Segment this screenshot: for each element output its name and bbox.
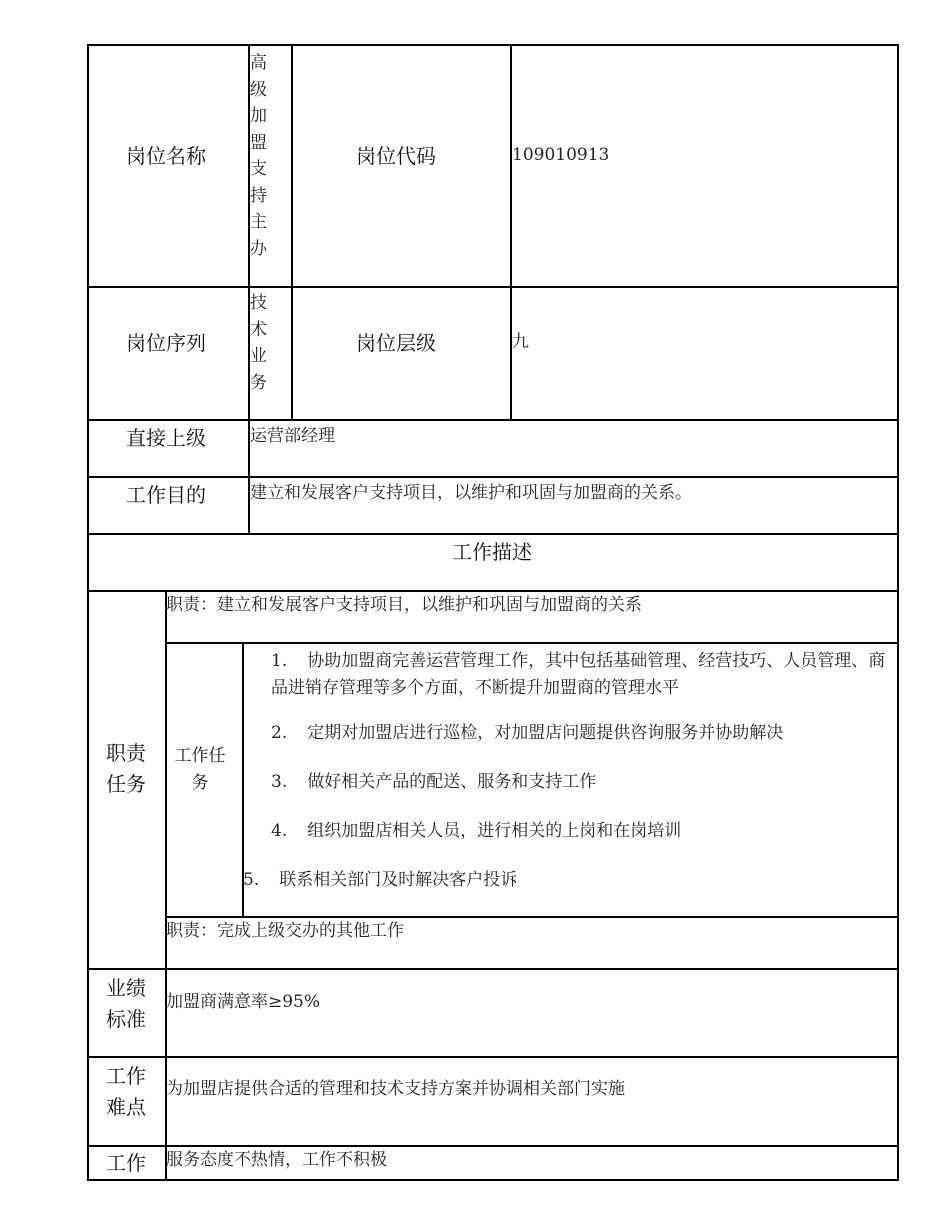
superior-value: 运营部经理 (250, 426, 335, 446)
task-number-1: 1. (271, 651, 288, 671)
position-level-label: 岗位层级 (356, 331, 436, 355)
task-item-2 (271, 720, 891, 747)
duty1-text: 职责：建立和发展客户支持项目，以维护和巩固与加盟商的关系 (166, 595, 642, 615)
performance-value: 加盟商满意率≥95% (166, 992, 321, 1012)
difficulty-label: 工作难点 (106, 1064, 146, 1119)
task-text-1: 协助加盟商完善运营管理工作，其中包括基础管理、经营技巧、人员管理、商品进销存管理等多个方面，不断提升加盟商的管理水平 (271, 651, 886, 698)
task-number-5: 5. (243, 870, 260, 890)
task-number-2: 2. (271, 723, 288, 743)
row-divider (87, 476, 899, 478)
position-series-label: 岗位序列 (126, 331, 206, 355)
row-divider (87, 968, 899, 970)
performance-label: 业绩标准 (106, 976, 146, 1031)
col-divider (291, 44, 293, 420)
table-border-top (87, 44, 899, 46)
position-name-value: 高级加盟支持主办 (250, 53, 267, 259)
position-level-value: 九 (512, 332, 529, 352)
row-divider (87, 419, 899, 421)
task-number-3: 3. (271, 772, 288, 792)
last-label: 工作 (106, 1151, 146, 1175)
task-text-2: 定期对加盟店进行巡检，对加盟店问题提供咨询服务并协助解决 (307, 723, 784, 743)
task-item-4 (271, 818, 891, 845)
position-code-value: 109010913 (512, 145, 610, 165)
row-divider (87, 1145, 899, 1147)
row-divider (165, 642, 899, 644)
task-number-4: 4. (271, 821, 288, 841)
difficulty-value: 为加盟店提供合适的管理和技术支持方案并协调相关部门实施 (166, 1079, 625, 1099)
position-series-value: 技术业务 (250, 293, 267, 393)
table-border-bottom (87, 1179, 899, 1181)
task-item-5 (243, 867, 883, 894)
tasks-label: 工作任务 (174, 746, 226, 793)
table-border-left (87, 44, 89, 1181)
duties-label: 职责任务 (106, 741, 146, 796)
position-name-label: 岗位名称 (126, 144, 206, 168)
task-text-3: 做好相关产品的配送、服务和支持工作 (307, 772, 597, 792)
position-code-label: 岗位代码 (356, 144, 436, 168)
description-header: 工作描述 (452, 540, 532, 564)
row-divider (87, 1056, 899, 1058)
row-divider (165, 916, 899, 918)
last-value: 服务态度不热情，工作不积极 (166, 1150, 387, 1170)
col-divider (510, 44, 512, 420)
purpose-label: 工作目的 (126, 483, 206, 507)
table-border-right (897, 44, 899, 1181)
row-divider (87, 590, 899, 592)
superior-label: 直接上级 (126, 426, 206, 450)
task-text-4: 组织加盟店相关人员，进行相关的上岗和在岗培训 (307, 821, 682, 841)
row-divider (87, 533, 899, 535)
task-item-3 (271, 769, 891, 796)
task-item-1 (271, 648, 891, 702)
task-text-5: 联系相关部门及时解决客户投诉 (279, 870, 518, 890)
purpose-value: 建立和发展客户支持项目，以维护和巩固与加盟商的关系。 (250, 483, 692, 503)
duty2-text: 职责：完成上级交办的其他工作 (166, 921, 404, 941)
row-divider (87, 286, 899, 288)
